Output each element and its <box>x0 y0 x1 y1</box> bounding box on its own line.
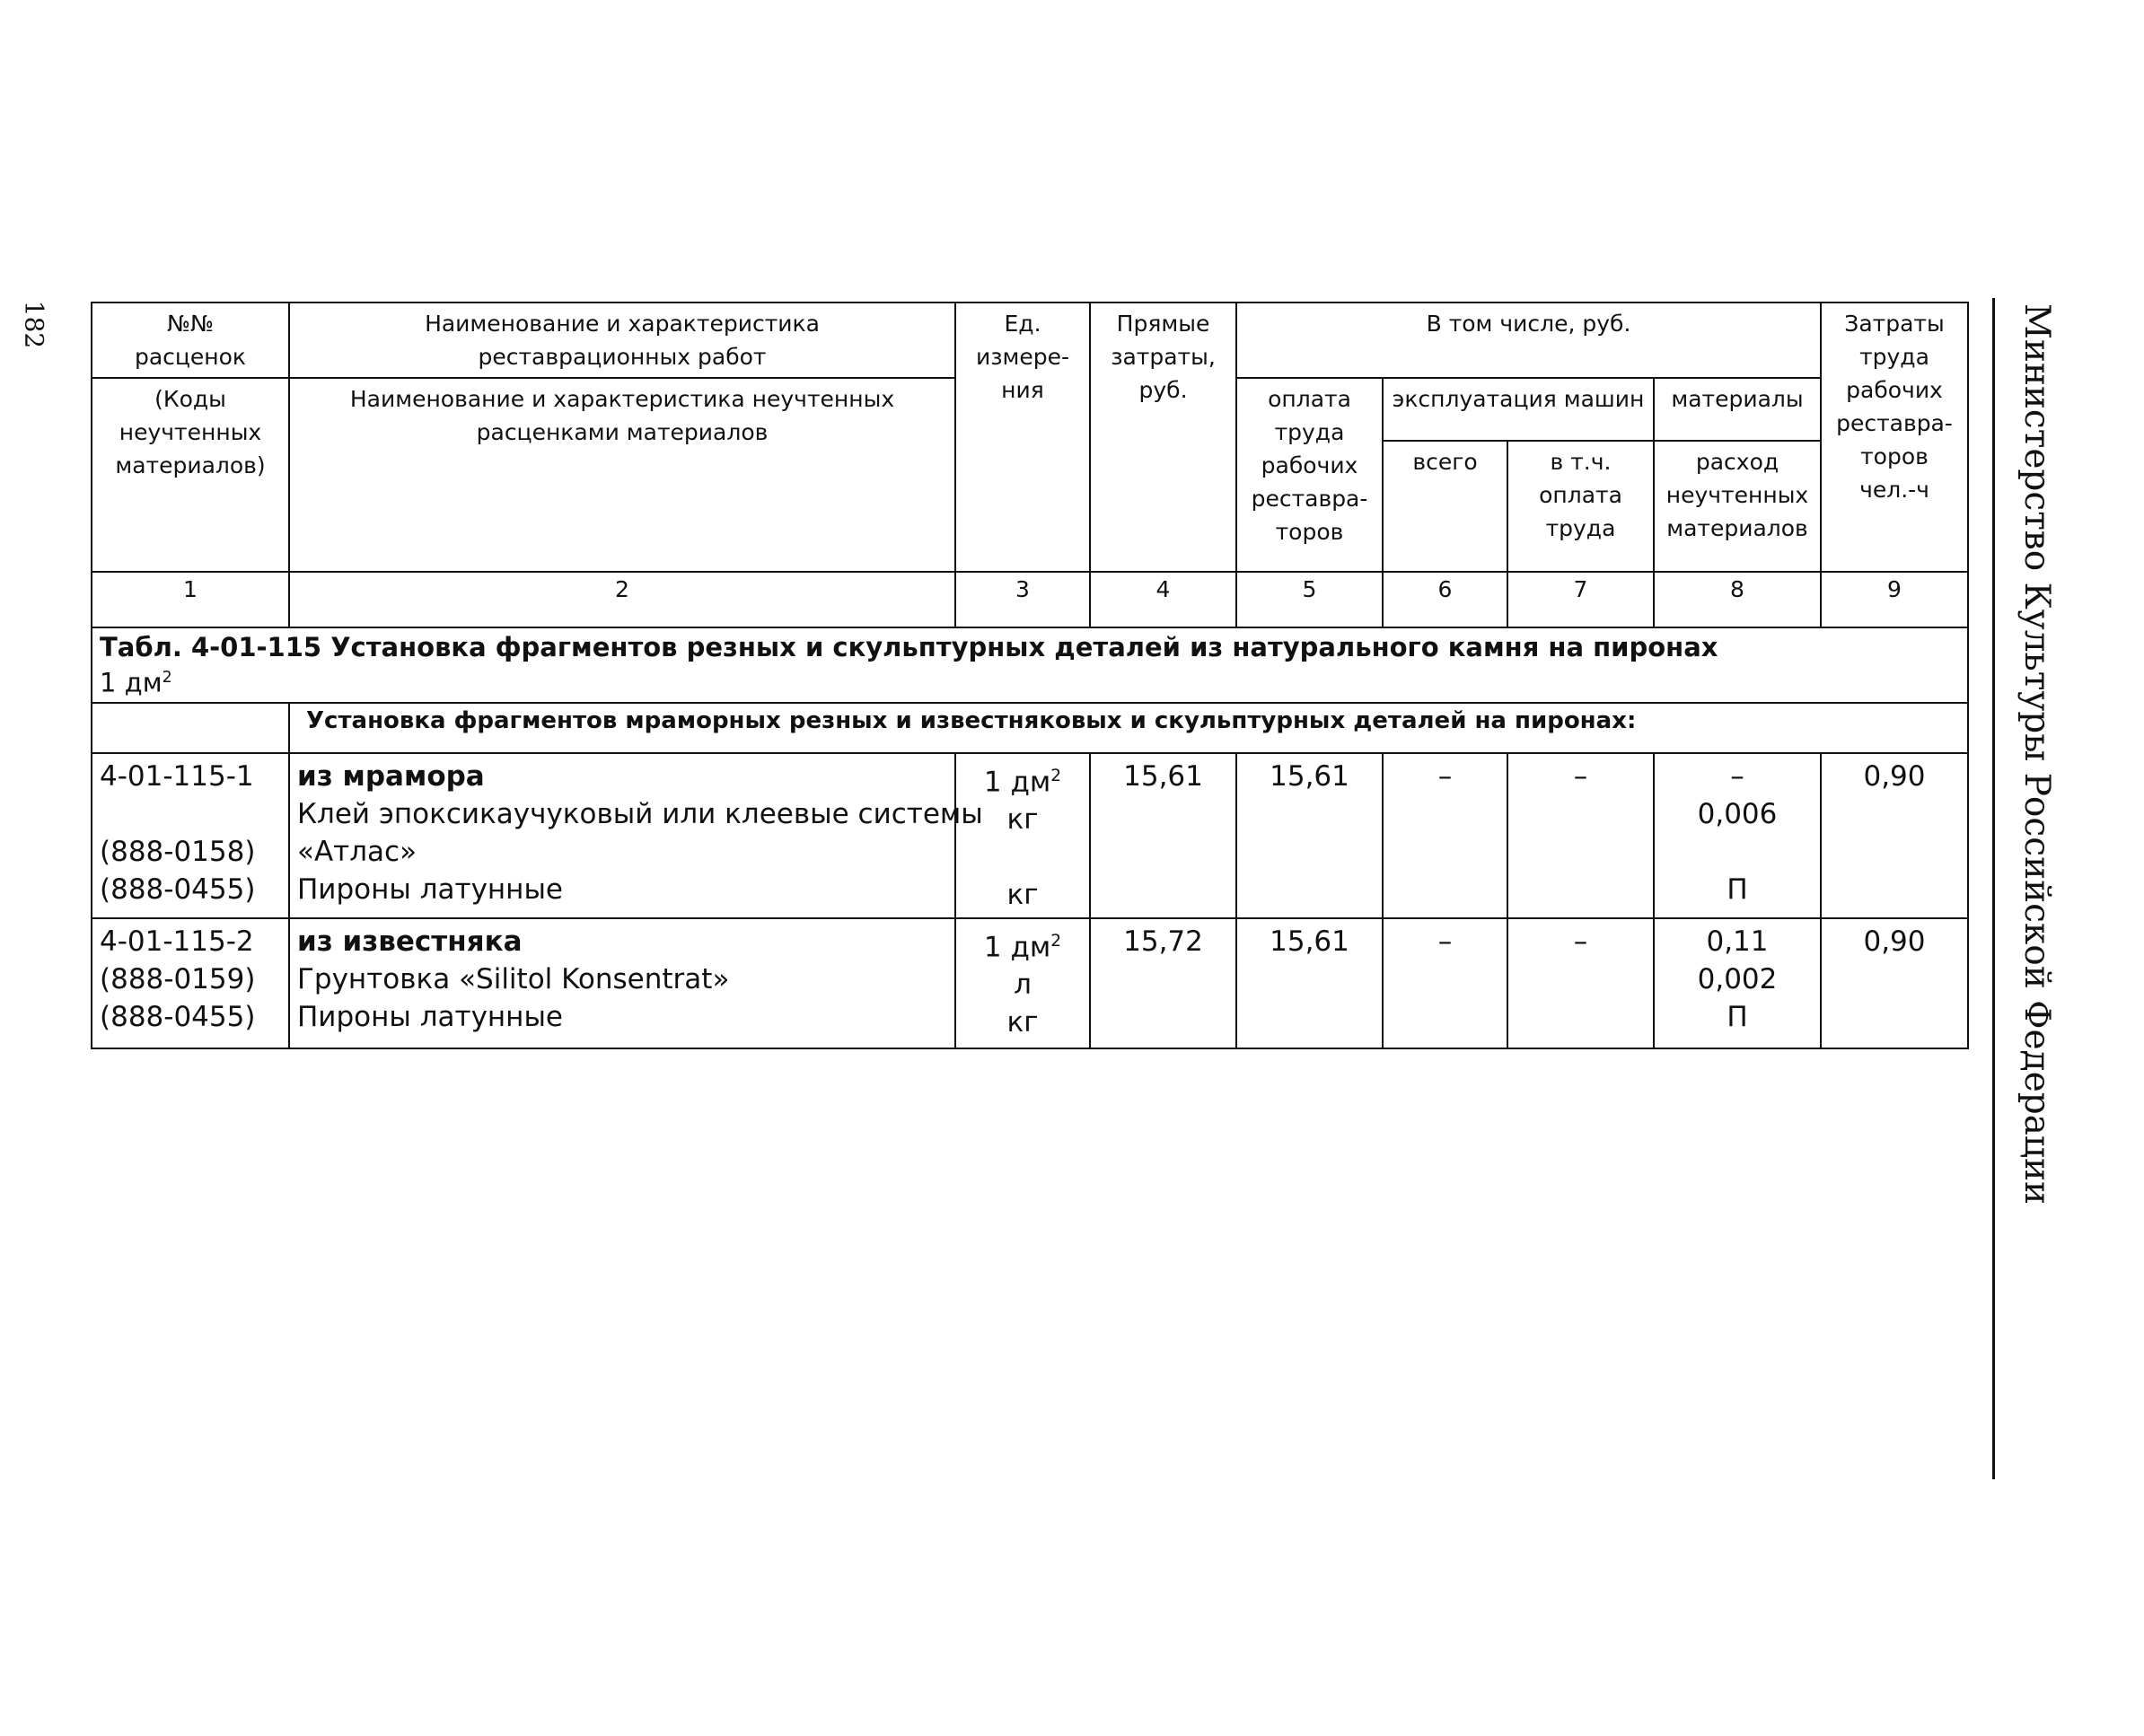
hdr-work-name: Наименование и характеристика реставрационных работ <box>289 302 955 378</box>
rate-codes: 4-01-115-2 (888-0159) (888-0455) <box>92 918 289 1048</box>
column-number: 5 <box>1236 572 1383 627</box>
page-number: 182 <box>19 300 49 349</box>
rates-table <box>91 302 1969 1049</box>
subsection-row <box>92 703 1968 753</box>
labor-pay: 15,61 <box>1236 918 1383 1048</box>
section-title: Табл. 4-01-115 Установка фрагментов резных и скульптурных деталей из натурального камня на пиронах <box>100 632 1718 662</box>
machines-labor: – <box>1507 918 1654 1048</box>
section-heading <box>92 627 1968 703</box>
column-number: 7 <box>1507 572 1654 627</box>
rate-names: из мрамора Клей эпоксикаучуковый или клеевые системы «Атлас» Пироны латунные <box>289 753 955 918</box>
direct-costs: 15,61 <box>1090 753 1236 918</box>
hdr-unaccounted-materials: расход неучтенных материалов <box>1654 441 1821 572</box>
hdr-labor-hours: Затраты труда рабочих реставра- торов чел.-ч <box>1821 302 1968 572</box>
rate-codes: 4-01-115-1 (888-0158) (888-0455) <box>92 753 289 918</box>
hdr-rate-number: №№ расценок <box>92 302 289 378</box>
machines-labor: – <box>1507 753 1654 918</box>
column-numbers-row <box>92 572 1968 627</box>
hdr-material-codes: (Коды неучтенных материалов) <box>92 378 289 572</box>
hdr-material-names: Наименование и характеристика неучтенных расценками материалов <box>289 378 955 572</box>
hdr-direct-costs: Прямые затраты, руб. <box>1090 302 1236 572</box>
column-number: 4 <box>1090 572 1236 627</box>
column-number: 1 <box>92 572 289 627</box>
side-rule <box>1992 298 1995 1479</box>
table-row <box>92 753 1968 918</box>
rate-names: из известняка Грунтовка «Silitol Konsentrat» Пироны латунные <box>289 918 955 1048</box>
table-row <box>92 918 1968 1048</box>
section-unit: 1 $дм^2$ <box>100 667 172 698</box>
rate-units: 1 $дм^2$ л кг <box>955 918 1090 1048</box>
column-number: 3 <box>955 572 1090 627</box>
hdr-unit: Ед. измере- ния <box>955 302 1090 572</box>
side-title: Министерство Культуры Российской Федерации <box>2017 303 2057 1206</box>
column-number: 2 <box>289 572 955 627</box>
hdr-in-total: В том числе, руб. <box>1236 302 1821 378</box>
labor-hours: 0,90 <box>1821 753 1968 918</box>
hdr-materials: материалы <box>1654 378 1821 441</box>
hdr-machines: эксплуатация машин <box>1383 378 1654 441</box>
labor-pay: 15,61 <box>1236 753 1383 918</box>
column-number: 9 <box>1821 572 1968 627</box>
hdr-worker-pay: оплата труда рабочих реставра- торов <box>1236 378 1383 572</box>
machines-total: – <box>1383 918 1507 1048</box>
subsection-title: Установка фрагментов мраморных резных и известняковых и скульптурных деталей на пиронах: <box>289 703 1968 753</box>
machines-total: – <box>1383 753 1507 918</box>
material-consumption: 0,11 0,002 П <box>1654 918 1821 1048</box>
direct-costs: 15,72 <box>1090 918 1236 1048</box>
column-number: 8 <box>1654 572 1821 627</box>
hdr-machines-total: всего <box>1383 441 1507 572</box>
column-number: 6 <box>1383 572 1507 627</box>
hdr-machines-labor: в т.ч. оплата труда <box>1507 441 1654 572</box>
material-consumption: – 0,006 П <box>1654 753 1821 918</box>
section-row <box>92 627 1968 703</box>
labor-hours: 0,90 <box>1821 918 1968 1048</box>
rate-units: 1 $дм^2$ кг кг <box>955 753 1090 918</box>
